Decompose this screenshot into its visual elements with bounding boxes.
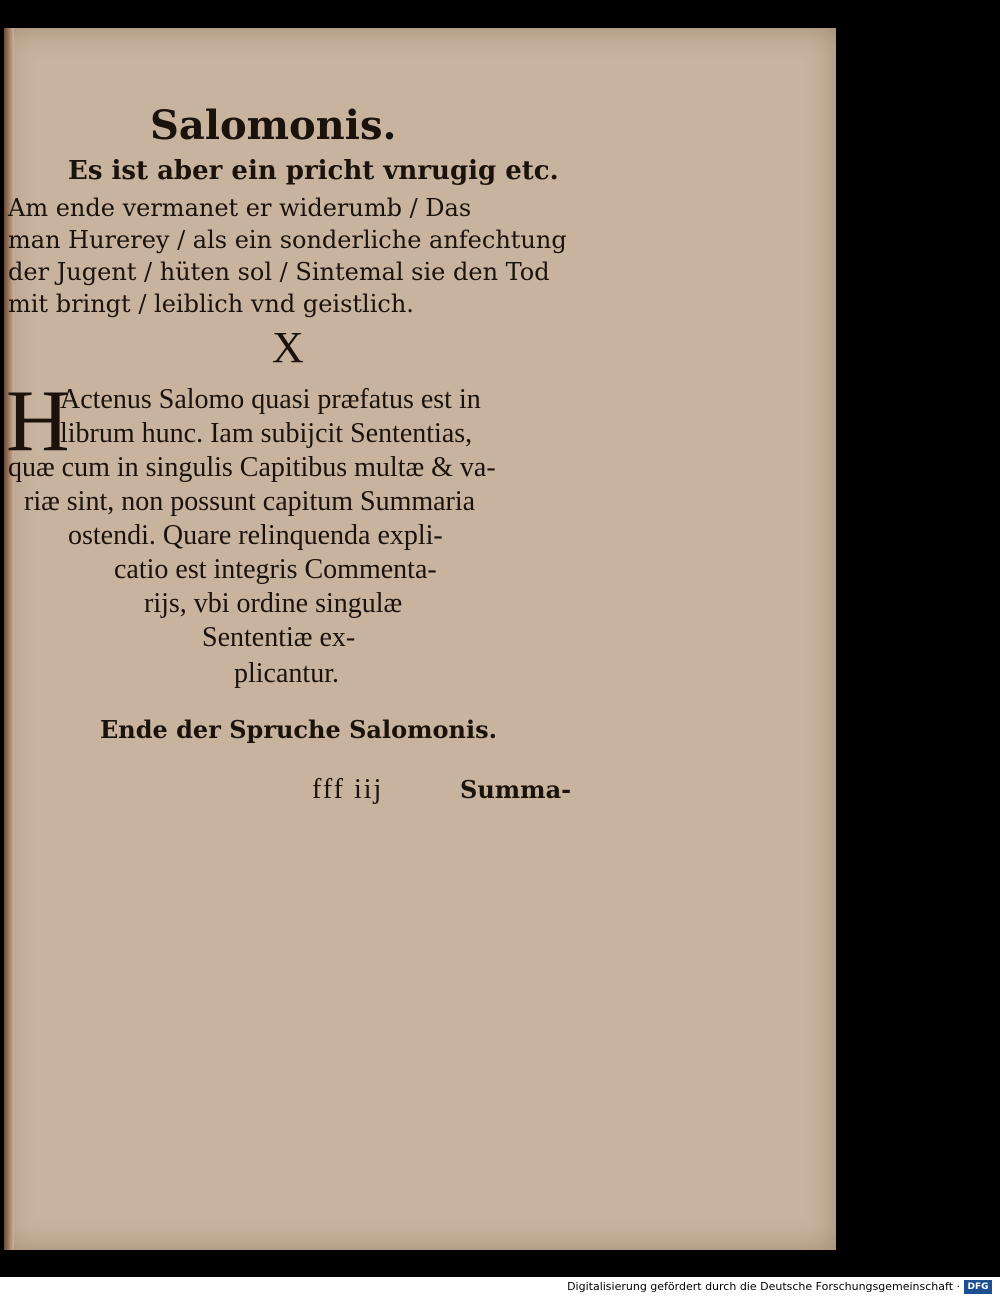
german-line-1: Am ende vermanet er widerumb / Das bbox=[8, 194, 472, 222]
latin-line-7: rijs, vbi ordine singulæ bbox=[144, 588, 403, 619]
dfg-logo-icon: DFG bbox=[964, 1280, 992, 1294]
signature-mark: fff iij bbox=[312, 774, 384, 805]
page-heading: Salomonis. bbox=[150, 102, 397, 149]
closing-line: Ende der Spruche Salomonis. bbox=[100, 715, 497, 744]
german-line-3: der Jugent / hüten sol / Sintemal sie den Tod bbox=[8, 258, 550, 286]
chapter-numeral: X bbox=[272, 323, 304, 372]
drop-initial: H bbox=[6, 373, 70, 470]
latin-line-9: plicantur. bbox=[234, 658, 339, 689]
german-line-4: mit bringt / leiblich vnd geistlich. bbox=[8, 290, 414, 318]
german-line-2: man Hurerey / als ein sonderliche anfechtung bbox=[8, 226, 567, 254]
latin-line-5: ostendi. Quare relinquenda expli- bbox=[68, 520, 443, 551]
page-subheading: Es ist aber ein pricht vnrugig etc. bbox=[68, 156, 559, 186]
latin-line-4: riæ sint, non possunt capitum Summaria bbox=[24, 486, 476, 517]
latin-line-6: catio est integris Commenta- bbox=[114, 554, 437, 585]
book-page bbox=[4, 28, 836, 1250]
footer-bar bbox=[0, 1277, 1000, 1297]
page-text-block bbox=[4, 28, 836, 1250]
footer-credit-text: Digitalisierung gefördert durch die Deutsche Forschungsgemeinschaft · bbox=[567, 1280, 960, 1293]
latin-line-1: Actenus Salomo quasi præfatus est in bbox=[60, 384, 481, 415]
latin-line-2: librum hunc. Iam subijcit Sententias, bbox=[60, 418, 473, 449]
latin-line-8: Sententiæ ex- bbox=[202, 622, 356, 653]
catchword: Summa- bbox=[460, 775, 572, 804]
latin-line-3: quæ cum in singulis Capitibus multæ & va- bbox=[8, 452, 496, 483]
